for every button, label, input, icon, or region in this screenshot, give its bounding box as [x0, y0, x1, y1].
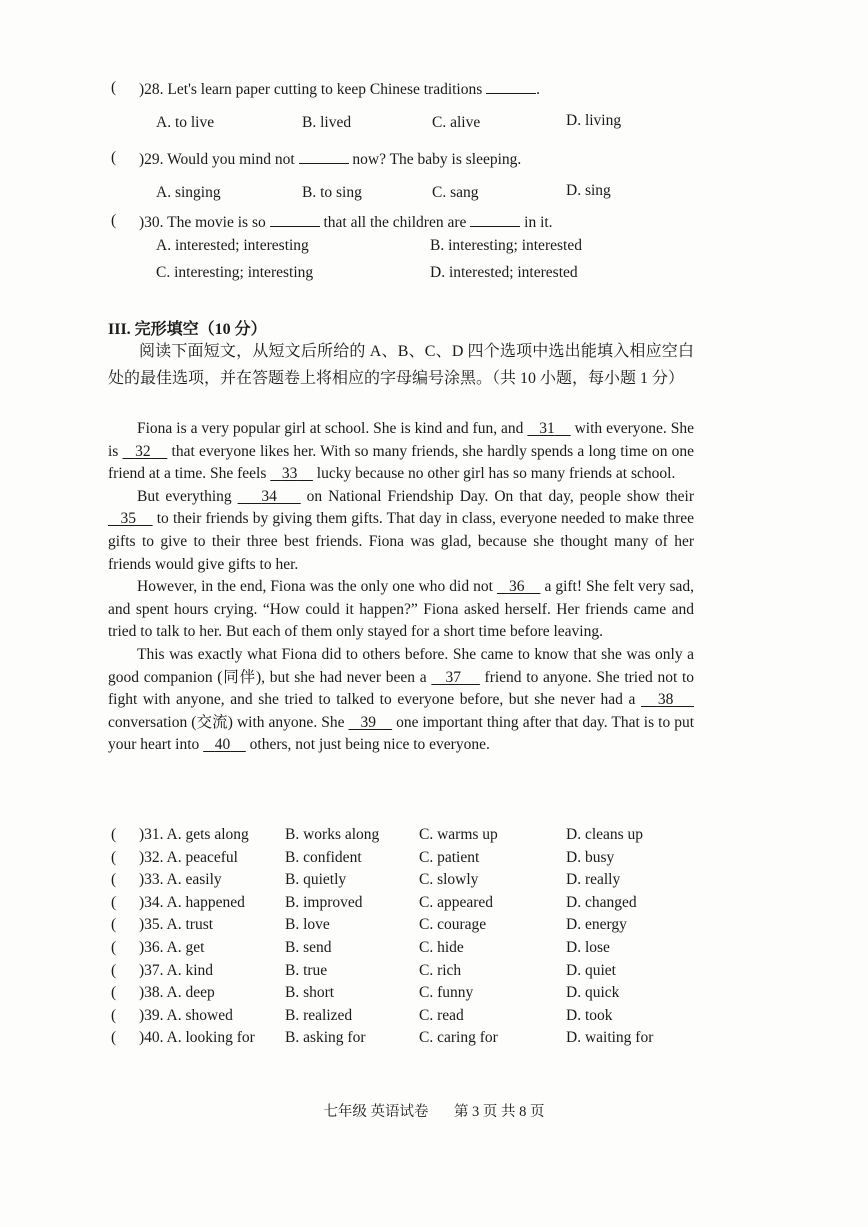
answer-paren: (: [111, 962, 117, 979]
cloze-option-c: C. caring for: [419, 1029, 498, 1046]
passage-paragraph-3: However, in the end, Fiona was the only one who did not 36 a gift! She felt very sad, and spent hours crying. “How could it happen?” Fiona asked herself. Her friends came and tried to talk to her. But each of them only stayed for a short time before leaving.: [108, 578, 695, 641]
question-stem: The movie is so: [167, 214, 266, 231]
cloze-option-d: D. really: [566, 871, 621, 888]
answer-paren: (: [111, 1029, 117, 1046]
cloze-option-b: B. confident: [285, 849, 362, 866]
option-c: C. alive: [432, 114, 481, 131]
cloze-option-c: C. warms up: [419, 826, 498, 843]
question-stem-end: in it.: [524, 214, 553, 231]
question-stem: Let's learn paper cutting to keep Chinese traditions: [167, 81, 483, 98]
answer-blank: [299, 149, 349, 164]
blank-39: 39: [360, 713, 377, 731]
question-29: )29. Would you mind not now? The baby is sleeping.: [139, 151, 522, 168]
blank-35: 35: [120, 510, 136, 528]
passage-paragraph-2: But everything 34 on National Friendship Day. On that day, people show their 35 to their friends by giving them gifts. That day in class, everyone needed to make three gifts to give to their three best friends. Fiona was glad, because she thought many of her friends would give gifts to her.: [108, 487, 694, 573]
blank-31: 31: [539, 420, 555, 437]
cloze-option-a: )34. A. happened: [139, 894, 245, 911]
answer-paren-29: (: [111, 149, 117, 166]
blank-37: 37: [445, 668, 461, 686]
cloze-option-d: D. waiting for: [566, 1029, 654, 1046]
option-b: B. lived: [302, 114, 352, 131]
cloze-option-d: D. quiet: [566, 962, 616, 979]
instruction-text: 阅读下面短文，从短文后所给的 A、B、C、D 四个选项中选出能填入相应空白处的最佳选项，并在答题卷上将相应的字母编号涂黑。（共 10 小题，每小题 1 分）: [108, 343, 694, 387]
cloze-option-a: )33. A. easily: [139, 871, 222, 888]
cloze-option-b: B. realized: [285, 1007, 353, 1024]
cloze-option-b: B. love: [285, 916, 330, 933]
question-number: 30: [144, 214, 160, 231]
cloze-option-b: B. true: [285, 962, 328, 979]
cloze-option-a: )37. A. kind: [139, 962, 214, 979]
blank-33: 33: [281, 465, 298, 483]
cloze-option-b: B. asking for: [285, 1029, 366, 1046]
answer-paren: (: [111, 826, 117, 843]
answer-paren: (: [111, 871, 117, 888]
blank-34: 34: [261, 487, 277, 505]
section-title: III. 完形填空（10 分）: [108, 321, 267, 338]
cloze-option-a: )35. A. trust: [139, 916, 214, 933]
option-c: C. interesting; interesting: [156, 264, 314, 281]
cloze-option-d: D. energy: [566, 916, 627, 933]
blank-32: 32: [135, 442, 151, 460]
section-instruction: [108, 338, 694, 392]
question-stem: Would you mind not: [167, 151, 295, 168]
answer-paren: (: [111, 1007, 117, 1024]
cloze-option-a: )38. A. deep: [139, 984, 215, 1001]
cloze-option-b: B. send: [285, 939, 332, 956]
cloze-option-c: C. funny: [419, 984, 474, 1001]
cloze-option-b: B. quietly: [285, 871, 347, 888]
passage-paragraph-1: Fiona is a very popular girl at school. She is kind and fun, and 31 with everyone. She is 32 that everyone likes her. With so many friends, she hardly spends a long time on one friend at a time. She feels 33 lucky because no other girl has so many friends at school.: [108, 420, 695, 483]
cloze-option-a: )32. A. peaceful: [139, 849, 238, 866]
answer-paren: (: [111, 984, 117, 1001]
cloze-option-d: D. busy: [566, 849, 615, 866]
question-stem-mid: that all the children are: [323, 214, 467, 231]
option-a: A. singing: [156, 184, 221, 201]
cloze-option-d: D. cleans up: [566, 826, 644, 843]
question-30: )30. The movie is so that all the children are in it.: [139, 214, 553, 231]
footer-page-info: 第 3 页 共 8 页: [453, 1104, 545, 1120]
answer-blank-1: [270, 212, 320, 227]
cloze-option-d: D. quick: [566, 984, 620, 1001]
question-number: 28: [144, 81, 160, 98]
cloze-option-b: B. short: [285, 984, 335, 1001]
cloze-option-a: )39. A. showed: [139, 1007, 233, 1024]
cloze-option-c: C. courage: [419, 916, 487, 933]
answer-paren-28: (: [111, 79, 117, 96]
cloze-option-d: D. took: [566, 1007, 613, 1024]
cloze-option-c: C. appeared: [419, 894, 494, 911]
cloze-option-c: C. slowly: [419, 871, 479, 888]
option-a: A. interested; interesting: [156, 237, 309, 254]
cloze-option-a: )40. A. looking for: [139, 1029, 255, 1046]
option-b: B. to sing: [302, 184, 362, 201]
answer-paren: (: [111, 894, 117, 911]
cloze-option-a: )36. A. get: [139, 939, 205, 956]
cloze-option-c: C. hide: [419, 939, 464, 956]
option-b: B. interesting; interested: [430, 237, 582, 254]
blank-36: 36: [508, 578, 525, 596]
passage-paragraph-4: This was exactly what Fiona did to others before. She came to know that she was only a good companion (同伴), but she had never been a 37 friend to anyone. She tried not to fight with anyone, and she tried to talked to everyone before, but she never had a 38 conversation (交流) with anyone. She 39 one important thing after that day. That is to put your heart into 40 others, not just being nice to everyone.: [108, 645, 695, 754]
question-28: )28. Let's learn paper cutting to keep Chinese traditions .: [139, 81, 541, 98]
answer-paren-30: (: [111, 212, 117, 229]
option-c: C. sang: [432, 184, 479, 201]
cloze-option-d: D. changed: [566, 894, 637, 911]
answer-paren: (: [111, 916, 117, 933]
answer-paren: (: [111, 849, 117, 866]
answer-blank: [486, 79, 536, 94]
cloze-option-b: B. works along: [285, 826, 380, 843]
footer-subject: 七年级 英语试卷: [323, 1104, 429, 1120]
cloze-option-c: C. patient: [419, 849, 480, 866]
answer-blank-2: [470, 212, 520, 227]
answer-paren: (: [111, 939, 117, 956]
question-number: 29: [144, 151, 160, 168]
cloze-option-a: )31. A. gets along: [139, 826, 249, 843]
option-d: D. interested; interested: [430, 264, 578, 281]
blank-38: 38: [657, 691, 674, 709]
option-a: A. to live: [156, 114, 215, 131]
option-d: D. living: [566, 112, 622, 129]
cloze-option-d: D. lose: [566, 939, 610, 956]
cloze-option-c: C. rich: [419, 962, 462, 979]
question-stem-end: now? The baby is sleeping.: [352, 151, 522, 168]
cloze-option-b: B. improved: [285, 894, 363, 911]
page-footer: [0, 1100, 868, 1121]
question-stem-end: .: [536, 81, 541, 98]
cloze-option-c: C. read: [419, 1007, 464, 1024]
cloze-passage: [108, 418, 694, 757]
blank-40: 40: [214, 736, 231, 754]
option-d: D. sing: [566, 182, 611, 199]
